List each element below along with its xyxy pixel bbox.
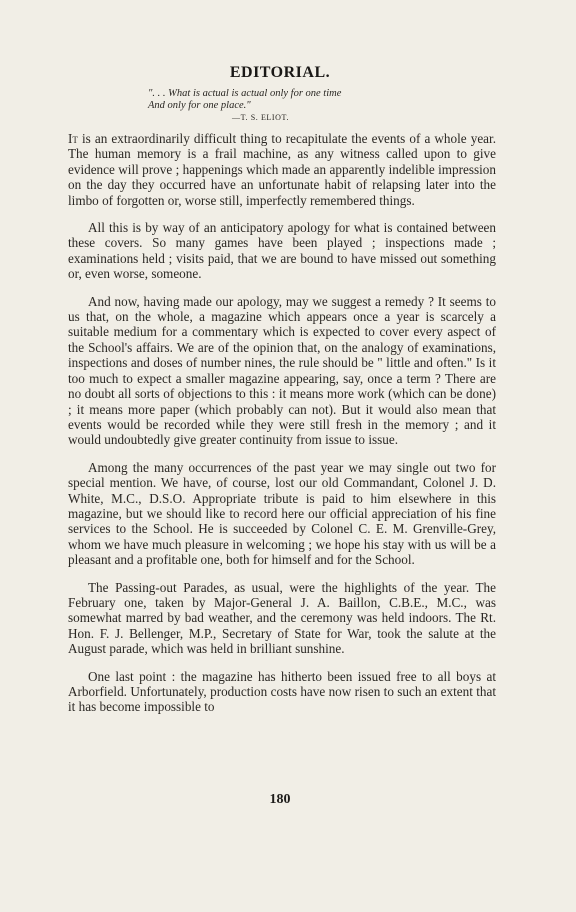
epigraph bbox=[148, 88, 398, 112]
paragraph-1-lead: It bbox=[68, 131, 78, 146]
editorial-body bbox=[68, 131, 496, 727]
paragraph-3: And now, having made our apology, may we suggest a remedy ? It seems to us that, on the whole, a magazine which appears once a year is scarcely a suitable medium for a commentary which is expected to cover every aspect of the School's affairs. We are of the opinion that, on the analogy of examinations, inspections and doses of number nines, the rule should be " little and often." Is it too much to expect a smaller magazine appearing, say, once a term ? There are no doubt all sorts of objections to this : it means more work (which can be done) ; it means more paper (which probably can not). But it would also mean that events would be recorded while they were still fresh in the memory ; and it would undoubtedly give greater continuity from issue to issue. bbox=[68, 293, 496, 448]
paragraph-1 bbox=[68, 131, 496, 208]
paragraph-1-text: is an extraordinarily difficult thing to recapitulate the events of a whole year. The human memory is a frail machine, as any witness called upon to give evidence will prove ; happenings which made an apparently indelible impression on the day they occurred have an unfortunate habit of relapsing later into the limbo of forgotten or, worse still, imperfectly remembered things. bbox=[68, 131, 496, 208]
paragraph-2: All this is by way of an anticipatory apology for what is contained between these covers. So many games have been played ; inspections made ; examinations held ; visits paid, that we are bound to have missed out something or, even worse, someone. bbox=[68, 220, 496, 282]
paragraph-5: The Passing-out Parades, as usual, were the highlights of the year. The February one, taken by Major-General J. A. Baillon, C.B.E., M.C., was somewhat marred by bad weather, and the ceremony was held indoors. The Rt. Hon. F. J. Bellenger, M.P., Secretary of State for War, took the salute at the August parade, which was held in brilliant sunshine. bbox=[68, 579, 496, 657]
paragraph-4: Among the many occurrences of the past year we may single out two for special mention. We have, of course, lost our old Commandant, Colonel J. D. White, M.C., D.S.O. Appropriate tribute is paid to him elsewhere in this magazine, but we should like to record here our official appreciation of his fine services to the School. He is succeeded by Colonel C. E. M. Grenville-Grey, whom we have much pleasure in welcoming ; we hope his stay with us will be a pleasant and a profitable one, both for himself and for the School. bbox=[68, 459, 496, 568]
page-title: EDITORIAL. bbox=[229, 64, 331, 81]
page-number: 180 bbox=[269, 792, 291, 807]
epigraph-line-2: And only for one place." bbox=[148, 100, 251, 111]
epigraph-attribution: —T. S. ELIOT. bbox=[232, 113, 290, 122]
paragraph-6: One last point : the magazine has hitherto been issued free to all boys at Arborfield. Unfortunately, production costs have now risen to such an extent that it has become impossible to bbox=[68, 668, 496, 715]
epigraph-line-1: ". . . What is actual is actual only for one time bbox=[148, 88, 342, 99]
